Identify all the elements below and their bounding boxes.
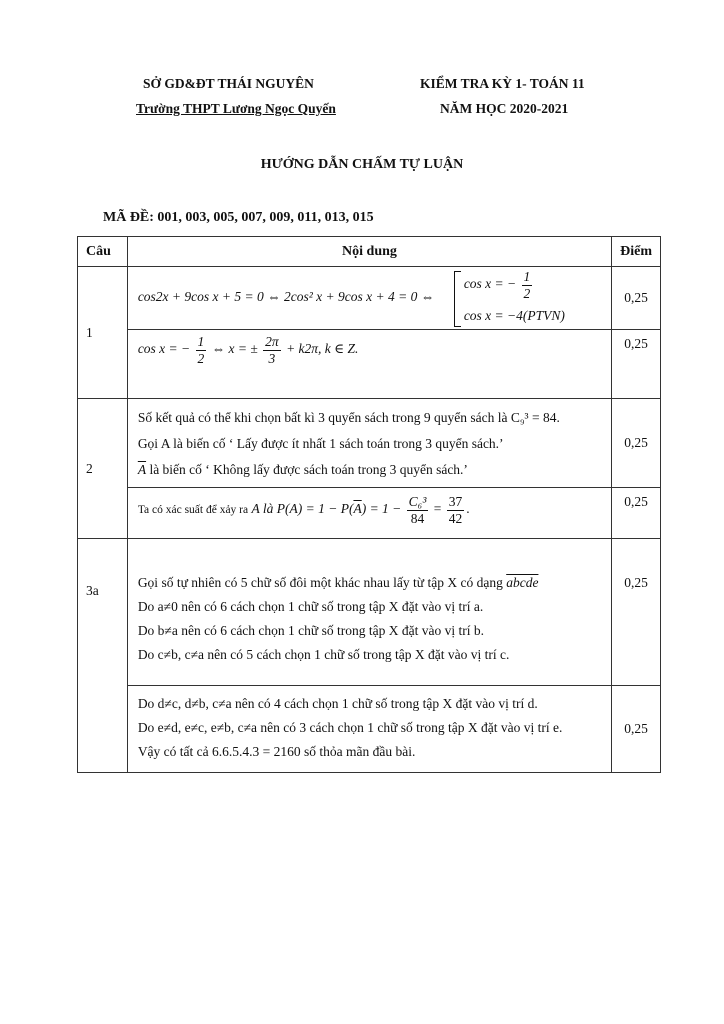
table-row [78, 488, 661, 539]
score-cell: 0,25 [612, 686, 661, 773]
q1-solution-c: + k2π, k ∈ Z. [286, 341, 359, 357]
table-row [78, 686, 661, 773]
q2-frac2-den: 42 [448, 510, 463, 526]
score-cell: 0,25 [612, 267, 661, 330]
q3a-line3: Do b≠a nên có 6 cách chọn 1 chữ số trong tập X đặt vào vị trí b. [137, 623, 484, 638]
q1-solution-b: ⇔ x = ± [211, 341, 258, 357]
question-label: 2 [78, 399, 128, 539]
score-cell: 0,25 [612, 330, 661, 399]
q3a-line2: Do a≠0 nên có 6 cách chọn 1 chữ số trong tập X đặt vào vị trí a. [137, 599, 484, 614]
q3a-line1: Gọi số tự nhiên có 5 chữ số đôi một khác nhau lấy từ tập X có dạng [137, 575, 507, 590]
school-year: NĂM HỌC 2020-2021 [440, 101, 569, 116]
document-title: HƯỚNG DẪN CHẤM TỰ LUẬN [260, 157, 464, 172]
q2-frac1-num: C₆³ [408, 494, 427, 509]
q1-frac2-den: 3 [268, 350, 276, 366]
q2-period: . [466, 501, 470, 517]
case2: cos x = −4(PTVN) [463, 308, 565, 323]
header-diem: Điểm [612, 237, 661, 267]
table-row [78, 267, 661, 330]
q2-equals: = [433, 501, 442, 517]
case1-lhs: cos x = − [463, 276, 517, 292]
q1-frac1-num: 1 [197, 334, 205, 349]
header-cau: Câu [78, 237, 128, 267]
score-cell: 0,25 [612, 539, 661, 686]
q3a-line5: Do d≠c, d≠b, c≠a nên có 4 cách chọn 1 chữ số trong tập X đặt vào vị trí d. [137, 696, 538, 711]
school-name: Trường THPT Lương Ngọc Quyến [136, 101, 336, 116]
complement-event: $\overline{A}$ [137, 462, 147, 477]
table-header-row [78, 237, 661, 267]
q2-frac2-num: 37 [448, 494, 463, 509]
table-row [78, 399, 661, 488]
exam-title: KIỂM TRA KỲ 1- TOÁN 11 [420, 76, 585, 91]
q1-frac1-den: 2 [197, 350, 205, 366]
q2-line1: Số kết quả có thể khi chọn bất kì 3 quyển sách trong 9 quyển sách là C₉³ = 84. [137, 410, 560, 425]
q2-line2: Gọi A là biến cố ‘ Lấy được ít nhất 1 sách toán trong 3 quyển sách.’ [137, 436, 504, 451]
header-noidung: Nội dung [127, 237, 611, 267]
score-cell: 0,25 [612, 488, 661, 539]
q2-line4-b: A là P(A) = 1 − P( [251, 501, 354, 517]
q3a-line7: Vậy có tất cả 6.6.5.4.3 = 2160 số thỏa mãn đầu bài. [137, 744, 416, 759]
case-bracket [454, 271, 461, 327]
grading-table [77, 236, 661, 773]
q2-frac1-den: 84 [410, 510, 425, 526]
q1-solution-a: cos x = − [137, 341, 191, 357]
q3a-line6: Do e≠d, e≠c, e≠b, c≠a nên có 3 cách chọn 1 chữ số trong tập X đặt vào vị trí e. [137, 720, 563, 735]
exam-codes: MÃ ĐỀ: 001, 003, 005, 007, 009, 011, 013, 015 [103, 210, 374, 225]
case1-den: 2 [523, 285, 531, 301]
q2-line3: là biến cố ‘ Không lấy được sách toán trong 3 quyển sách.’ [146, 462, 468, 477]
q3a-number-form: abcde [506, 575, 539, 590]
q1-equation: cos2x + 9cos x + 5 = 0 ⇔ 2cos² x + 9cos x + 4 = 0 ⇔ [137, 289, 435, 304]
score-cell: 0,25 [612, 399, 661, 488]
q3a-line4: Do c≠b, c≠a nên có 5 cách chọn 1 chữ số trong tập X đặt vào vị trí c. [137, 647, 510, 662]
table-row [78, 330, 661, 399]
department-name: SỞ GD&ĐT THÁI NGUYÊN [143, 76, 314, 91]
case1-num: 1 [523, 269, 531, 284]
question-label: 3a [78, 539, 128, 773]
q1-frac2-num: 2π [265, 334, 279, 349]
table-row [78, 539, 661, 686]
q2-line4-c: $\overline{A}$ [353, 501, 362, 517]
q2-line4-a: Ta có xác suất để xảy ra [137, 504, 249, 517]
question-label: 1 [78, 267, 128, 399]
q2-line4-d: ) = 1 − [361, 501, 402, 517]
